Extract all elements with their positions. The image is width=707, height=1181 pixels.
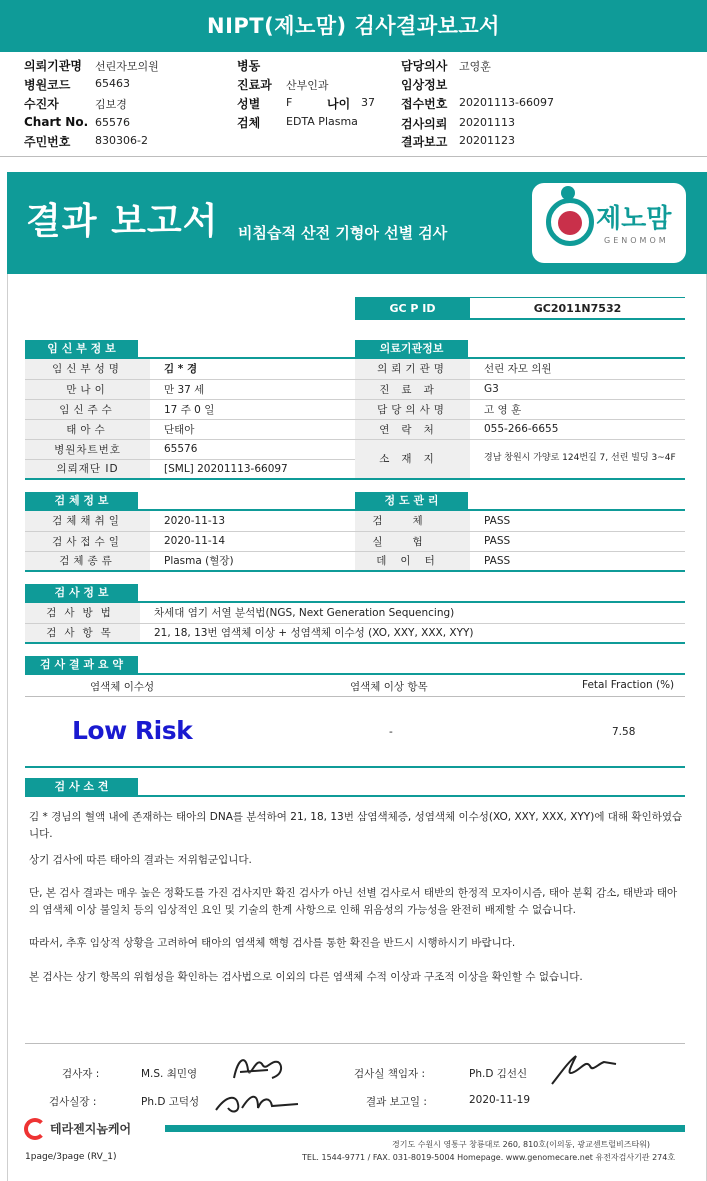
- summary-bottom-divider: [25, 766, 685, 768]
- table-row: [355, 419, 685, 439]
- header-value: 산부인과: [286, 79, 329, 92]
- opinion-paragraph: 따라서, 추후 임상적 상황을 고려하여 태아의 염색체 핵형 검사를 통한 확진을 반드시 시행하시기 바랍니다.: [29, 937, 516, 949]
- header-label: 의뢰기관명: [24, 59, 82, 73]
- table-row: [25, 623, 685, 643]
- header-value: 선린자모의원: [95, 60, 159, 73]
- lab-head-signature: [212, 1086, 302, 1118]
- row-label: 담당의사명: [355, 399, 470, 419]
- table-row: [25, 459, 355, 479]
- row-label: 데이터: [355, 551, 470, 571]
- row-label: 연락처: [355, 419, 470, 439]
- row-value: 65576: [150, 439, 355, 459]
- banner-title: 결과 보고서: [26, 201, 219, 242]
- section-line: [25, 795, 685, 797]
- header-label: 검체: [237, 116, 261, 130]
- header-age-value: 37: [361, 96, 375, 109]
- report-title: NIPT(제노맘) 검사결과보고서: [0, 0, 707, 52]
- header-value: 고영훈: [459, 60, 491, 73]
- row-value: 고 영 훈: [470, 399, 685, 419]
- row-label: 소재지: [355, 439, 470, 479]
- section-pregnant-info: 임 신 부 정 보: [25, 340, 138, 358]
- logo-core-icon: [558, 211, 582, 235]
- specimen-info-table: [25, 511, 355, 572]
- table-row: [355, 379, 685, 399]
- header-label: 주민번호: [24, 135, 71, 149]
- banner-subtitle: 비침습적 산전 기형아 선별 검사: [238, 224, 448, 242]
- table-row: [355, 551, 685, 571]
- row-value: 만 37 세: [150, 379, 355, 399]
- header-value: 65576: [95, 116, 130, 129]
- lab-head-label: 검사실장 :: [49, 1096, 97, 1108]
- row-label: 임신부성명: [25, 359, 150, 379]
- header-label: 임상정보: [401, 78, 448, 92]
- pregnant-info-table: [25, 359, 355, 480]
- table-row: [355, 399, 685, 419]
- header-value: 20201113-66097: [459, 96, 554, 109]
- row-value: [SML] 20201113-66097: [150, 459, 355, 479]
- row-value: G3: [470, 379, 685, 399]
- terragen-logo-icon: [24, 1118, 46, 1140]
- header-divider: [0, 156, 707, 157]
- table-row: [25, 439, 355, 459]
- row-value: 차세대 염기 서열 분석법(NGS, Next Generation Sequencing): [140, 603, 685, 623]
- row-label: 검체종류: [25, 551, 150, 571]
- footer-address: 경기도 수원시 영통구 창룡대로 260, 810호(이의동, 광교센트럴비즈타워): [392, 1140, 651, 1149]
- tester-label: 검사자 :: [62, 1068, 100, 1080]
- row-value: Plasma (혈장): [150, 551, 355, 571]
- row-label: 검사접수일: [25, 531, 150, 551]
- gcpid-label: GC P ID: [355, 297, 470, 320]
- summary-col1-header: 염색체 이수성: [90, 681, 155, 693]
- footer-contact: TEL. 1544-9771 / FAX. 031-8019-5004 Homepage. www.genomecare.net 유전자검사기관 274호: [302, 1153, 676, 1162]
- header-value: 20201123: [459, 134, 515, 147]
- tester-name: M.S. 최민영: [141, 1068, 198, 1080]
- row-value: 경남 창원시 가양로 124번길 7, 선린 빌딩 3~4F: [470, 439, 685, 479]
- row-label: 병원차트번호: [25, 439, 150, 459]
- logo-text: 제노맘: [596, 204, 672, 234]
- logo-subtext: GENOMOM: [604, 236, 669, 245]
- qc-info-table: [355, 511, 685, 572]
- table-row: [25, 419, 355, 439]
- row-value: 21, 18, 13번 염색체 이상 + 성염색체 이수성 (XO, XXY, XXX, XYY): [140, 623, 685, 643]
- table-row: [25, 379, 355, 399]
- header-label: 병동: [237, 59, 261, 73]
- header-label: 진료과: [237, 78, 272, 92]
- row-label: 검체: [355, 511, 470, 531]
- row-value: PASS: [470, 531, 685, 551]
- row-label: 진료과: [355, 379, 470, 399]
- page-indicator: 1page/3page (RV_1): [25, 1152, 117, 1162]
- row-label: 태아수: [25, 419, 150, 439]
- row-value: 17 주 0 일: [150, 399, 355, 419]
- row-label: 의뢰기관명: [355, 359, 470, 379]
- footer-bar: [165, 1125, 685, 1132]
- header-age-label: 나이: [327, 97, 351, 111]
- row-label: 만나이: [25, 379, 150, 399]
- section-opinion: 검 사 소 견: [25, 778, 138, 796]
- header-label: Chart No.: [24, 115, 89, 129]
- header-label: 병원코드: [24, 78, 71, 92]
- row-value: 김 * 경: [150, 359, 355, 379]
- header-value: 20201113: [459, 116, 515, 129]
- header-value: F: [286, 96, 293, 109]
- row-value: 단태아: [150, 419, 355, 439]
- opinion-paragraph: 단, 본 검사 결과는 매우 높은 정확도를 가진 검사지만 확진 검사가 아닌 선별 검사로서 태반의 한정적 모자이시즘, 태아 분획 감소, 태반과 태아의 염색체 이상 불일치 등의 임상적인 요인 및 기술의 한계 사항으로 인해 위음성의 가능성을 완전히 배제할 수 없습니다.: [29, 887, 678, 916]
- section-qc-info: 정 도 관 리: [355, 492, 468, 510]
- footer-brand: 테라젠지놈케어: [50, 1122, 132, 1136]
- opinion-paragraph: 김 * 경님의 혈액 내에 존재하는 태아의 DNA를 분석하여 21, 18, 13번 삼염색체증, 성염색체 이수성(XO, XXY, XXX, XYY)에 대해 확인하였습니다.: [29, 811, 683, 840]
- report-date-label: 결과 보고일 :: [366, 1096, 427, 1108]
- section-test-info: 검 사 정 보: [25, 584, 138, 602]
- tester-signature: [228, 1050, 288, 1086]
- header-label: 결과보고: [401, 135, 448, 149]
- row-value: 2020-11-14: [150, 531, 355, 551]
- section-institution-info: 의료기관정보: [355, 340, 468, 358]
- header-label: 수진자: [24, 97, 59, 111]
- institution-info-table: [355, 359, 685, 480]
- row-label: 의뢰재단 ID: [25, 459, 150, 479]
- report-date-value: 2020-11-19: [469, 1094, 531, 1106]
- row-value: PASS: [470, 511, 685, 531]
- row-label: 임신주수: [25, 399, 150, 419]
- row-value: PASS: [470, 551, 685, 571]
- opinion-paragraph: 본 검사는 상기 항목의 위험성을 확인하는 검사법으로 이외의 다른 염색체 수적 이상과 구조적 이상을 확인할 수 없습니다.: [29, 971, 583, 983]
- row-value: 선린 자모 의원: [470, 359, 685, 379]
- table-row: [355, 359, 685, 379]
- header-value: 65463: [95, 77, 130, 90]
- header-label: 담당의사: [401, 59, 448, 73]
- header-label: 검사의뢰: [401, 117, 448, 131]
- responsible-name: Ph.D 김선신: [469, 1068, 528, 1080]
- test-info-table: [25, 603, 685, 644]
- table-row: [25, 399, 355, 419]
- gcpid-value: GC2011N7532: [470, 297, 685, 320]
- table-row: [355, 439, 685, 479]
- row-label: 검사항목: [25, 623, 140, 643]
- risk-result: Low Risk: [72, 716, 193, 745]
- section-summary: 검 사 결 과 요 약: [25, 656, 138, 674]
- section-line: [25, 673, 685, 675]
- row-label: 검사방법: [25, 603, 140, 623]
- header-label: 성별: [237, 97, 261, 111]
- lab-head-name: Ph.D 고덕성: [141, 1096, 200, 1108]
- abnormal-items-value: -: [389, 726, 393, 738]
- table-row: [355, 511, 685, 531]
- header-label: 접수번호: [401, 97, 448, 111]
- section-specimen-info: 검 체 정 보: [25, 492, 138, 510]
- table-row: [25, 511, 355, 531]
- summary-header-divider: [25, 696, 685, 697]
- header-value: EDTA Plasma: [286, 115, 358, 128]
- fetal-fraction-value: 7.58: [612, 726, 636, 738]
- responsible-label: 검사실 책임자 :: [354, 1068, 426, 1080]
- table-row: [25, 359, 355, 379]
- row-value: 2020-11-13: [150, 511, 355, 531]
- table-row: [355, 531, 685, 551]
- responsible-signature: [546, 1050, 622, 1090]
- table-row: [25, 603, 685, 623]
- header-value: 830306-2: [95, 134, 148, 147]
- row-label: 실험: [355, 531, 470, 551]
- opinion-paragraph: 상기 검사에 따른 태아의 결과는 저위험군입니다.: [29, 854, 252, 866]
- table-row: [25, 551, 355, 571]
- row-label: 검체채취일: [25, 511, 150, 531]
- summary-col3-header: Fetal Fraction (%): [582, 679, 675, 691]
- signature-divider: [25, 1043, 685, 1044]
- table-row: [25, 531, 355, 551]
- row-value: 055-266-6655: [470, 419, 685, 439]
- summary-col2-header: 염색체 이상 항목: [350, 681, 428, 693]
- header-value: 김보경: [95, 98, 127, 111]
